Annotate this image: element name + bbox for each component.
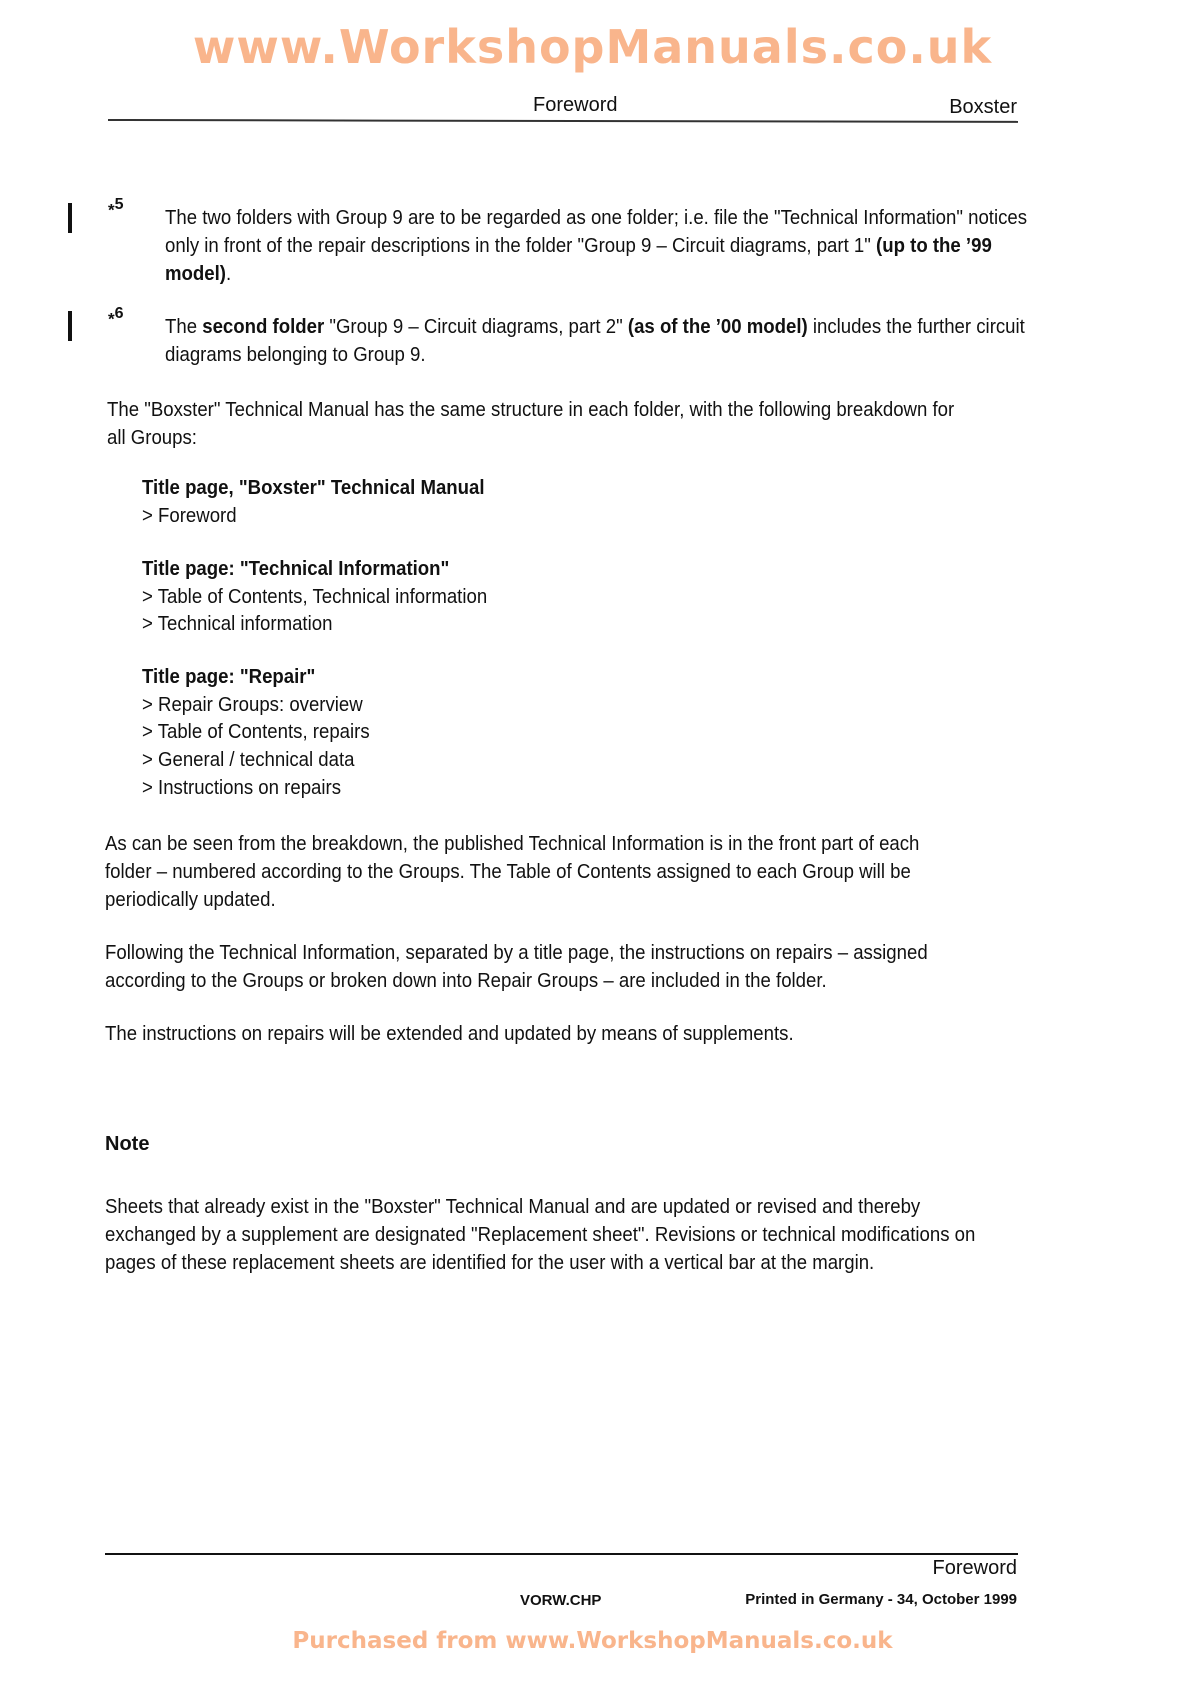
footer-rule [105, 1553, 1018, 1555]
list-item: > Technical information [142, 613, 333, 635]
header-title: Foreword [533, 94, 618, 116]
section-title: Title page: "Repair" [142, 666, 316, 688]
header-rule [108, 119, 1018, 123]
intro-paragraph: The "Boxster" Technical Manual has the same structure in each folder, with the following breakdown for all Groups: [107, 399, 955, 449]
list-item: > Table of Contents, repairs [142, 721, 370, 743]
note-marker: *$^6$ [108, 305, 124, 329]
body-paragraph: The instructions on repairs will be extended and updated by means of supplements. [105, 1023, 794, 1045]
change-bar [68, 203, 72, 233]
list-item: > Table of Contents, Technical information [142, 586, 488, 608]
body-paragraph: Following the Technical Information, separated by a title page, the instructions on repairs – assigned according to the Groups or broken down into Repair Groups – are included in the folder. [105, 942, 928, 992]
note-paragraph: The second folder "Group 9 – Circuit diagrams, part 2" (as of the ’00 model) includes the further circuit diagrams belonging to Group 9. [165, 316, 1025, 366]
note-text: Sheets that already exist in the "Boxster" Technical Manual and are updated or revised and thereby exchanged by a supplement are designated "Replacement sheet". Revisions or technical modifications on pages of these replacement sheets are identified for the user with a vertical bar at the margin. [105, 1196, 976, 1274]
body-paragraph: As can be seen from the breakdown, the published Technical Information is in the front part of each folder – numbered according to the Groups. The Table of Contents assigned to each Group will be periodically updated. [105, 833, 920, 911]
footer-title: Foreword [932, 1557, 1017, 1579]
list-item: > Foreword [142, 505, 237, 527]
watermark-top: www.WorkshopManuals.co.uk [192, 20, 993, 74]
footer-print-info: Printed in Germany - 34, October 1999 [745, 1591, 1017, 1608]
note-heading: Note [105, 1133, 150, 1155]
list-item: > General / technical data [142, 749, 355, 771]
watermark-bottom: Purchased from www.WorkshopManuals.co.uk [292, 1628, 893, 1654]
section-title: Title page, "Boxster" Technical Manual [142, 477, 485, 499]
note-paragraph: The two folders with Group 9 are to be regarded as one folder; i.e. file the "Technical Information" notices only in front of the repair descriptions in the folder "Group 9 – Circuit diagrams, part 1" (up to the ’99 model). [165, 207, 1028, 285]
note-marker: *$^5$ [108, 196, 124, 220]
footer-filename: VORW.CHP [520, 1592, 602, 1609]
change-bar [68, 311, 72, 341]
header-model: Boxster [949, 96, 1017, 118]
list-item: > Repair Groups: overview [142, 694, 363, 716]
list-item: > Instructions on repairs [142, 777, 342, 799]
section-title: Title page: "Technical Information" [142, 558, 450, 580]
